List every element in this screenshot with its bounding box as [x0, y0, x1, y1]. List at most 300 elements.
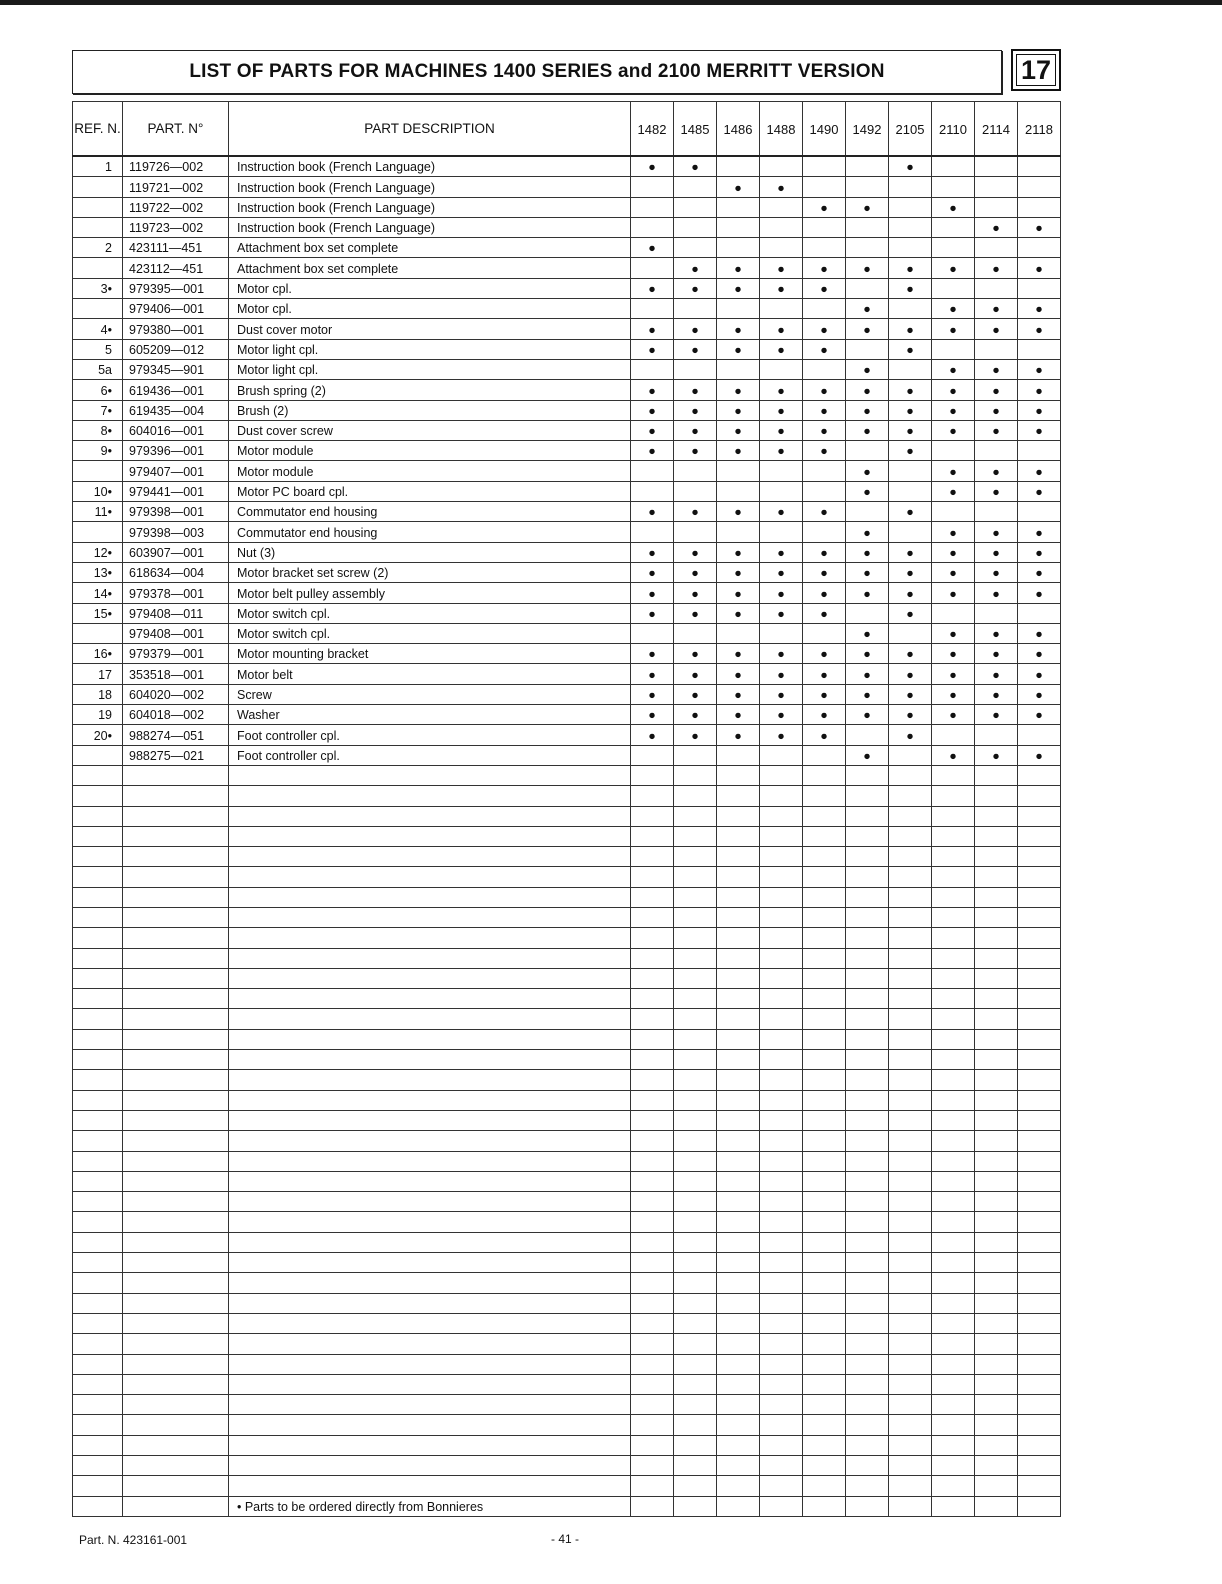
ref-cell: 8•: [73, 420, 123, 440]
empty-cell: [717, 1354, 760, 1374]
empty-cell: [123, 1090, 229, 1110]
empty-cell: [846, 1253, 889, 1273]
empty-cell: [932, 1395, 975, 1415]
description-cell: Motor bracket set screw (2): [229, 562, 631, 582]
applicability-dot-icon: ●: [777, 505, 785, 520]
description-cell: Brush spring (2): [229, 380, 631, 400]
empty-cell: [631, 1476, 674, 1496]
machine-cell: [631, 684, 674, 704]
section-number-text: 17: [1020, 54, 1052, 85]
applicability-dot-icon: ●: [949, 708, 957, 723]
machine-cell: [889, 238, 932, 258]
applicability-dot-icon: ●: [1035, 688, 1043, 703]
empty-cell: [975, 1273, 1018, 1293]
part-number-cell: 979398—001: [123, 502, 229, 522]
machine-cell: [1018, 623, 1061, 643]
machine-cell: [1018, 664, 1061, 684]
part-number-cell: 603907—001: [123, 542, 229, 562]
machine-cell: [889, 217, 932, 237]
empty-cell: [803, 806, 846, 826]
machine-cell: [674, 339, 717, 359]
empty-cell: [73, 847, 123, 867]
empty-cell: [73, 1334, 123, 1354]
empty-cell: [717, 1232, 760, 1252]
applicability-dot-icon: ●: [734, 322, 742, 337]
machine-cell: [846, 603, 889, 623]
table-header-row: [73, 102, 1061, 157]
empty-cell: [73, 1192, 123, 1212]
empty-cell: [846, 1334, 889, 1354]
empty-cell: [846, 1496, 889, 1516]
machine-cell: [889, 745, 932, 765]
empty-cell: [932, 1212, 975, 1232]
empty-cell: [674, 1192, 717, 1212]
machine-cell: [760, 197, 803, 217]
machine-cell: [975, 502, 1018, 522]
empty-cell: [73, 948, 123, 968]
empty-cell: [631, 1050, 674, 1070]
machine-cell: [975, 339, 1018, 359]
applicability-dot-icon: ●: [949, 586, 957, 601]
table-row-empty: [73, 1334, 1061, 1354]
empty-cell: [717, 887, 760, 907]
description-cell: Dust cover screw: [229, 420, 631, 440]
empty-cell: [846, 1456, 889, 1476]
part-number-cell: 979345—901: [123, 359, 229, 379]
empty-cell: [229, 887, 631, 907]
applicability-dot-icon: ●: [777, 282, 785, 297]
applicability-dot-icon: ●: [777, 444, 785, 459]
empty-cell: [889, 1456, 932, 1476]
empty-cell: [760, 867, 803, 887]
empty-cell: [73, 887, 123, 907]
machine-cell: [674, 705, 717, 725]
empty-cell: [889, 806, 932, 826]
machine-cell: [674, 684, 717, 704]
applicability-dot-icon: ●: [992, 627, 1000, 642]
part-number-cell: 988275—021: [123, 745, 229, 765]
applicability-dot-icon: ●: [1035, 545, 1043, 560]
machine-cell: [1018, 380, 1061, 400]
machine-cell: [889, 542, 932, 562]
ref-cell: 15•: [73, 603, 123, 623]
empty-cell: [975, 1232, 1018, 1252]
applicability-dot-icon: ●: [820, 383, 828, 398]
parts-table-body: [73, 156, 1061, 1516]
empty-cell: [1018, 806, 1061, 826]
empty-cell: [932, 1313, 975, 1333]
empty-cell: [932, 1334, 975, 1354]
empty-cell: [674, 826, 717, 846]
empty-cell: [803, 1151, 846, 1171]
empty-cell: [1018, 1273, 1061, 1293]
header-part-description: PART DESCRIPTION: [229, 102, 631, 157]
empty-cell: [631, 1029, 674, 1049]
applicability-dot-icon: ●: [992, 688, 1000, 703]
table-row-empty: [73, 806, 1061, 826]
empty-cell: [123, 1293, 229, 1313]
ref-cell: 13•: [73, 562, 123, 582]
description-cell: Washer: [229, 705, 631, 725]
machine-cell: [932, 278, 975, 298]
applicability-dot-icon: ●: [949, 383, 957, 398]
empty-cell: [1018, 1110, 1061, 1130]
machine-cell: [631, 177, 674, 197]
empty-cell: [717, 1415, 760, 1435]
description-cell: Instruction book (French Language): [229, 156, 631, 177]
applicability-dot-icon: ●: [992, 363, 1000, 378]
empty-cell: [889, 1334, 932, 1354]
empty-cell: [803, 928, 846, 948]
empty-cell: [717, 765, 760, 785]
machine-cell: [846, 197, 889, 217]
machine-cell: [803, 217, 846, 237]
empty-cell: [73, 867, 123, 887]
applicability-dot-icon: ●: [820, 505, 828, 520]
applicability-dot-icon: ●: [1035, 627, 1043, 642]
empty-cell: [889, 826, 932, 846]
empty-cell: [717, 1151, 760, 1171]
empty-cell: [229, 765, 631, 785]
empty-cell: [631, 1273, 674, 1293]
machine-cell: [674, 461, 717, 481]
empty-cell: [229, 1232, 631, 1252]
machine-cell: [846, 705, 889, 725]
machine-cell: [674, 420, 717, 440]
applicability-dot-icon: ●: [648, 444, 656, 459]
applicability-dot-icon: ●: [1035, 586, 1043, 601]
empty-cell: [975, 1192, 1018, 1212]
empty-cell: [975, 1395, 1018, 1415]
empty-cell: [229, 1212, 631, 1232]
empty-cell: [975, 1171, 1018, 1191]
footer-part-number: Part. N. 423161-001: [79, 1533, 188, 1547]
empty-cell: [760, 1050, 803, 1070]
empty-cell: [674, 1415, 717, 1435]
empty-cell: [123, 1253, 229, 1273]
ref-cell: 18: [73, 684, 123, 704]
empty-cell: [674, 1456, 717, 1476]
part-number-cell: 619436—001: [123, 380, 229, 400]
part-number-cell: 619435—004: [123, 400, 229, 420]
machine-cell: [975, 725, 1018, 745]
machine-cell: [975, 542, 1018, 562]
machine-cell: [803, 705, 846, 725]
empty-cell: [631, 948, 674, 968]
part-number-cell: 979378—001: [123, 583, 229, 603]
empty-cell: [717, 1334, 760, 1354]
empty-cell: [717, 1171, 760, 1191]
applicability-dot-icon: ●: [691, 322, 699, 337]
empty-cell: [889, 1395, 932, 1415]
applicability-dot-icon: ●: [734, 708, 742, 723]
applicability-dot-icon: ●: [820, 200, 828, 215]
empty-cell: [674, 1273, 717, 1293]
machine-cell: [674, 603, 717, 623]
empty-cell: [975, 1253, 1018, 1273]
table-row-empty: [73, 1171, 1061, 1191]
part-number-cell: 604018—002: [123, 705, 229, 725]
machine-cell: [674, 502, 717, 522]
applicability-dot-icon: ●: [648, 322, 656, 337]
machine-cell: [846, 319, 889, 339]
empty-cell: [229, 1131, 631, 1151]
machine-cell: [631, 441, 674, 461]
machine-cell: [803, 238, 846, 258]
empty-cell: [1018, 867, 1061, 887]
machine-cell: [846, 400, 889, 420]
machine-cell: [717, 603, 760, 623]
machine-cell: [631, 481, 674, 501]
empty-cell: [123, 1476, 229, 1496]
empty-cell: [674, 1354, 717, 1374]
table-row-empty: [73, 1415, 1061, 1435]
machine-cell: [932, 684, 975, 704]
machine-cell: [889, 339, 932, 359]
machine-cell: [889, 481, 932, 501]
machine-cell: [1018, 197, 1061, 217]
applicability-dot-icon: ●: [992, 748, 1000, 763]
applicability-dot-icon: ●: [734, 728, 742, 743]
empty-cell: [674, 907, 717, 927]
footnote-cell: • Parts to be ordered directly from Bonnieres: [229, 1496, 631, 1516]
empty-cell: [717, 1293, 760, 1313]
table-row-empty: [73, 1293, 1061, 1313]
applicability-dot-icon: ●: [863, 545, 871, 560]
empty-cell: [803, 1212, 846, 1232]
empty-cell: [846, 907, 889, 927]
table-row: [73, 339, 1061, 359]
table-row-empty: [73, 948, 1061, 968]
applicability-dot-icon: ●: [992, 261, 1000, 276]
applicability-dot-icon: ●: [906, 322, 914, 337]
empty-cell: [717, 806, 760, 826]
machine-cell: [932, 583, 975, 603]
empty-cell: [717, 968, 760, 988]
empty-cell: [803, 887, 846, 907]
empty-cell: [760, 1476, 803, 1496]
machine-cell: [674, 644, 717, 664]
applicability-dot-icon: ●: [992, 464, 1000, 479]
machine-cell: [803, 441, 846, 461]
part-number-cell: 979380—001: [123, 319, 229, 339]
empty-cell: [760, 1415, 803, 1435]
empty-cell: [760, 1354, 803, 1374]
applicability-dot-icon: ●: [734, 342, 742, 357]
empty-cell: [674, 968, 717, 988]
empty-cell: [846, 806, 889, 826]
empty-cell: [803, 867, 846, 887]
applicability-dot-icon: ●: [992, 424, 1000, 439]
applicability-dot-icon: ●: [992, 667, 1000, 682]
machine-cell: [803, 339, 846, 359]
machine-cell: [1018, 400, 1061, 420]
empty-cell: [760, 1090, 803, 1110]
empty-cell: [846, 1395, 889, 1415]
applicability-dot-icon: ●: [648, 505, 656, 520]
machine-cell: [889, 258, 932, 278]
machine-cell: [803, 522, 846, 542]
empty-cell: [229, 1050, 631, 1070]
empty-cell: [975, 1354, 1018, 1374]
applicability-dot-icon: ●: [949, 403, 957, 418]
empty-cell: [73, 1374, 123, 1394]
empty-cell: [229, 1374, 631, 1394]
empty-cell: [932, 1354, 975, 1374]
empty-cell: [932, 1232, 975, 1252]
empty-cell: [73, 1415, 123, 1435]
empty-cell: [1018, 1415, 1061, 1435]
machine-cell: [717, 258, 760, 278]
empty-cell: [889, 887, 932, 907]
machine-cell: [674, 481, 717, 501]
machine-cell: [760, 623, 803, 643]
machine-cell: [932, 258, 975, 278]
table-row-empty: [73, 1395, 1061, 1415]
machine-cell: [717, 684, 760, 704]
ref-cell: 10•: [73, 481, 123, 501]
empty-cell: [803, 826, 846, 846]
description-cell: Attachment box set complete: [229, 258, 631, 278]
empty-cell: [1018, 1456, 1061, 1476]
applicability-dot-icon: ●: [863, 667, 871, 682]
empty-cell: [631, 1415, 674, 1435]
empty-cell: [932, 1110, 975, 1130]
empty-cell: [803, 1496, 846, 1516]
machine-cell: [1018, 684, 1061, 704]
description-cell: Motor cpl.: [229, 299, 631, 319]
applicability-dot-icon: ●: [906, 342, 914, 357]
empty-cell: [846, 1110, 889, 1130]
applicability-dot-icon: ●: [906, 728, 914, 743]
applicability-dot-icon: ●: [777, 342, 785, 357]
empty-cell: [123, 1334, 229, 1354]
machine-cell: [889, 644, 932, 664]
table-row: [73, 400, 1061, 420]
machine-cell: [717, 217, 760, 237]
machine-cell: [932, 441, 975, 461]
machine-cell: [631, 380, 674, 400]
machine-cell: [889, 177, 932, 197]
machine-cell: [975, 522, 1018, 542]
empty-cell: [889, 1050, 932, 1070]
machine-cell: [803, 400, 846, 420]
applicability-dot-icon: ●: [691, 606, 699, 621]
empty-cell: [932, 1456, 975, 1476]
empty-cell: [889, 1110, 932, 1130]
applicability-dot-icon: ●: [734, 647, 742, 662]
empty-cell: [631, 1313, 674, 1333]
empty-cell: [674, 1476, 717, 1496]
machine-cell: [803, 359, 846, 379]
machine-cell: [1018, 258, 1061, 278]
ref-cell: [73, 217, 123, 237]
empty-cell: [803, 1009, 846, 1029]
applicability-dot-icon: ●: [648, 282, 656, 297]
machine-cell: [889, 197, 932, 217]
applicability-dot-icon: ●: [820, 342, 828, 357]
empty-cell: [123, 989, 229, 1009]
empty-cell: [229, 1415, 631, 1435]
machine-cell: [760, 664, 803, 684]
empty-cell: [846, 1009, 889, 1029]
description-cell: Attachment box set complete: [229, 238, 631, 258]
machine-cell: [674, 359, 717, 379]
applicability-dot-icon: ●: [734, 505, 742, 520]
ref-cell: [73, 197, 123, 217]
empty-cell: [760, 1110, 803, 1130]
empty-cell: [674, 847, 717, 867]
empty-cell: [229, 1029, 631, 1049]
part-number-cell: 979408—001: [123, 623, 229, 643]
machine-cell: [803, 684, 846, 704]
empty-cell: [889, 1090, 932, 1110]
applicability-dot-icon: ●: [992, 322, 1000, 337]
empty-cell: [73, 1293, 123, 1313]
empty-cell: [123, 1151, 229, 1171]
empty-cell: [846, 948, 889, 968]
machine-cell: [932, 664, 975, 684]
applicability-dot-icon: ●: [949, 363, 957, 378]
machine-cell: [717, 644, 760, 664]
table-row: [73, 380, 1061, 400]
ref-cell: 14•: [73, 583, 123, 603]
machine-cell: [846, 562, 889, 582]
table-row-empty: [73, 1253, 1061, 1273]
applicability-dot-icon: ●: [734, 424, 742, 439]
machine-cell: [717, 623, 760, 643]
machine-cell: [803, 664, 846, 684]
empty-cell: [717, 1050, 760, 1070]
applicability-dot-icon: ●: [820, 728, 828, 743]
empty-cell: [975, 948, 1018, 968]
empty-cell: [73, 1496, 123, 1516]
applicability-dot-icon: ●: [1035, 383, 1043, 398]
machine-cell: [1018, 299, 1061, 319]
empty-cell: [717, 1435, 760, 1455]
empty-cell: [631, 1253, 674, 1273]
empty-cell: [631, 1070, 674, 1090]
empty-cell: [717, 826, 760, 846]
table-row: [73, 156, 1061, 177]
empty-cell: [1018, 1151, 1061, 1171]
empty-cell: [717, 1212, 760, 1232]
machine-cell: [846, 441, 889, 461]
description-cell: Instruction book (French Language): [229, 217, 631, 237]
empty-cell: [889, 989, 932, 1009]
empty-cell: [846, 867, 889, 887]
empty-cell: [1018, 1334, 1061, 1354]
machine-cell: [975, 197, 1018, 217]
machine-cell: [760, 278, 803, 298]
empty-cell: [123, 1313, 229, 1333]
machine-cell: [975, 461, 1018, 481]
applicability-dot-icon: ●: [777, 322, 785, 337]
header-machine: 1490: [803, 102, 846, 157]
empty-cell: [73, 786, 123, 806]
applicability-dot-icon: ●: [648, 545, 656, 560]
applicability-dot-icon: ●: [734, 282, 742, 297]
machine-cell: [760, 380, 803, 400]
machine-cell: [1018, 278, 1061, 298]
table-row-empty: [73, 989, 1061, 1009]
empty-cell: [674, 1070, 717, 1090]
machine-cell: [760, 583, 803, 603]
machine-cell: [932, 725, 975, 745]
machine-cell: [674, 583, 717, 603]
empty-cell: [631, 928, 674, 948]
empty-cell: [123, 948, 229, 968]
